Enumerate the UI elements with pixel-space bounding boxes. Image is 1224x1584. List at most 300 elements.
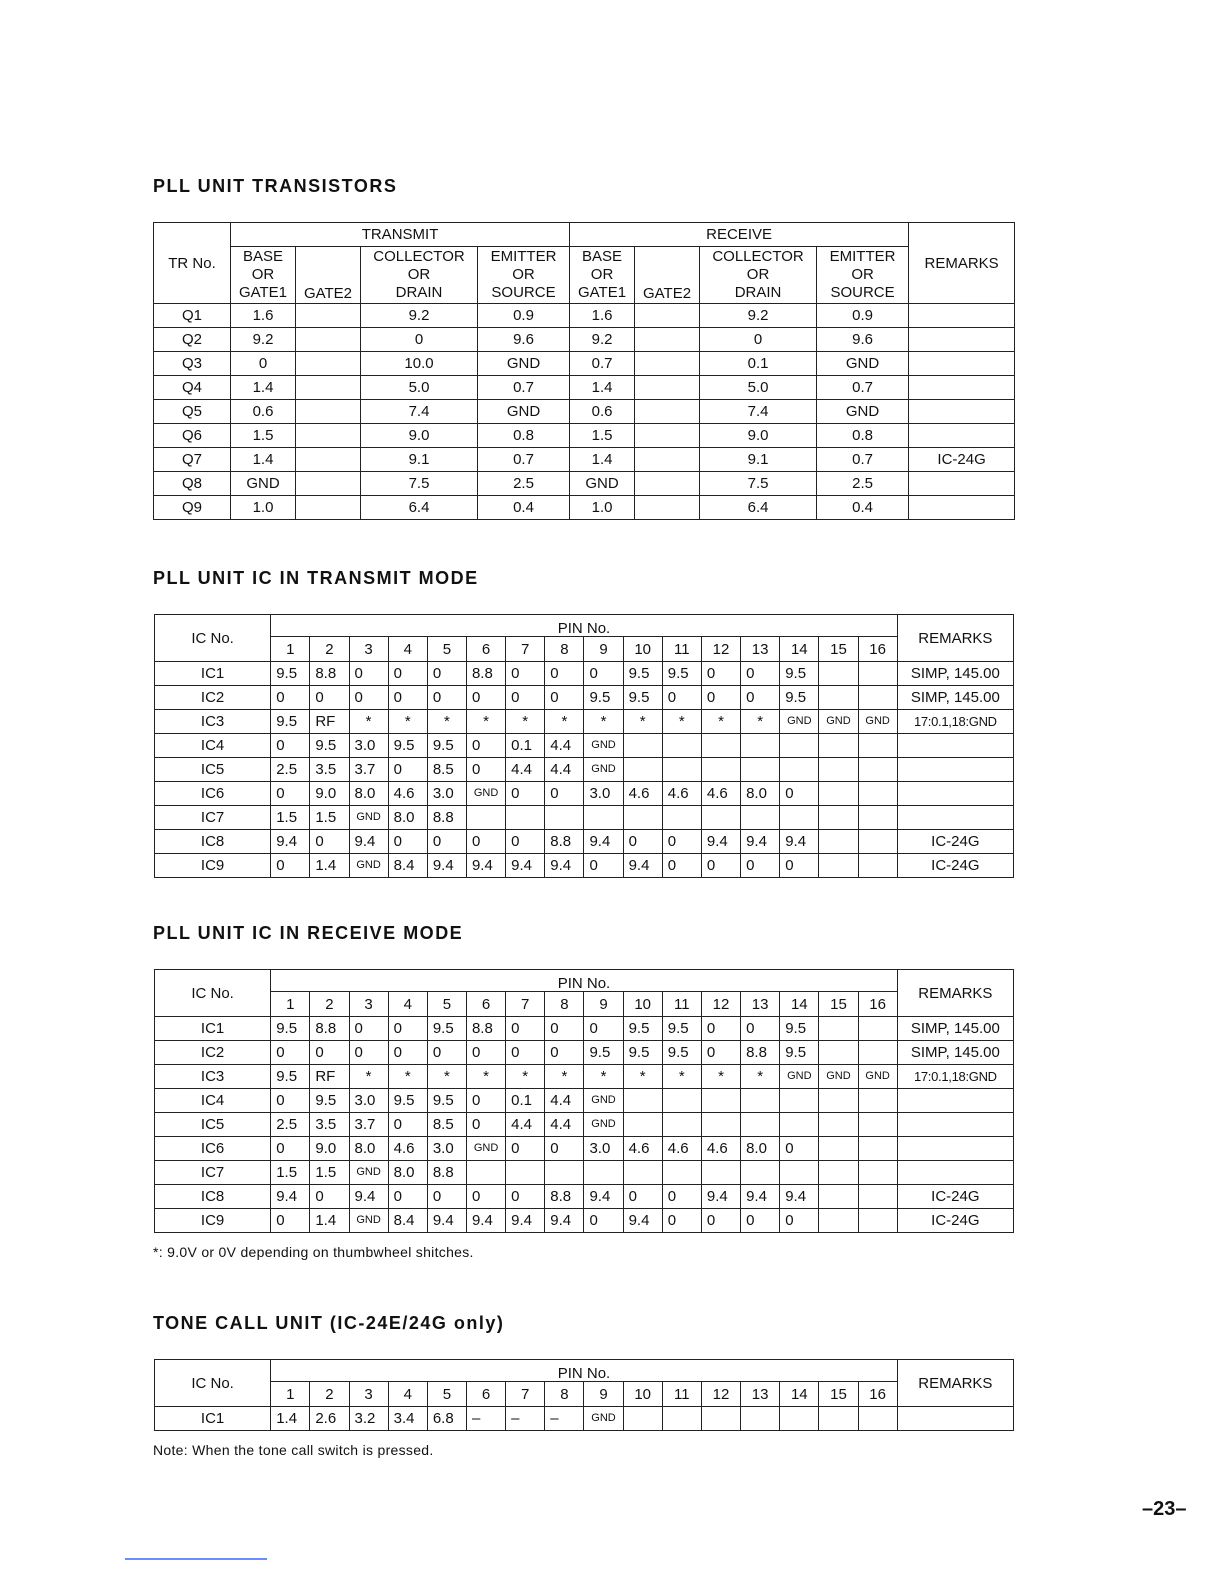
table-cell: [780, 1089, 819, 1113]
tr-no-cell: Q8: [154, 472, 231, 496]
table-cell: GND: [584, 1113, 623, 1137]
table-cell: 1.0: [570, 496, 635, 520]
table-cell: 0: [662, 854, 701, 878]
table-cell: 0: [623, 1185, 662, 1209]
header-tr-no: TR No.: [154, 223, 231, 304]
table-cell: [701, 806, 740, 830]
header-pin-4: 4: [388, 1382, 427, 1407]
table-cell: 9.5: [623, 1041, 662, 1065]
header-col-line: GATE1: [578, 284, 627, 301]
remarks-cell: IC-24G: [897, 1209, 1013, 1233]
header-row-pin-no: [155, 970, 1014, 992]
table-cell: 0: [741, 1209, 780, 1233]
table-cell: GND: [858, 1065, 897, 1089]
table-cell: 9.5: [780, 1017, 819, 1041]
table-cell: [662, 734, 701, 758]
table-cell: 8.8: [466, 1017, 505, 1041]
table-cell: GND: [584, 758, 623, 782]
table-cell: [819, 1041, 858, 1065]
table-cell: 9.0: [310, 1137, 349, 1161]
table-cell: [858, 1089, 897, 1113]
table-cell: 0: [271, 1137, 310, 1161]
table-cell: 4.6: [388, 782, 427, 806]
remarks-cell: IC-24G: [897, 1185, 1013, 1209]
transistor-table: [153, 222, 1015, 520]
header-pin-1: 1: [271, 1382, 310, 1407]
header-col-4: [570, 247, 635, 304]
section-title-transistors: PLL UNIT TRANSISTORS: [153, 176, 398, 196]
table-cell: –: [466, 1407, 505, 1431]
table-cell: 9.5: [662, 1017, 701, 1041]
header-pin-6: 6: [466, 637, 505, 662]
table-cell: 9.5: [584, 686, 623, 710]
ic-no-cell: IC4: [155, 734, 271, 758]
table-cell: 0: [662, 830, 701, 854]
table-cell: 7.4: [361, 400, 478, 424]
ic-no-cell: IC1: [155, 1407, 271, 1431]
table-cell: 1.6: [570, 304, 635, 328]
table-cell: GND: [466, 782, 505, 806]
table-cell: 4.6: [388, 1137, 427, 1161]
table-cell: 0: [466, 686, 505, 710]
table-cell: *: [388, 1065, 427, 1089]
table-cell: [858, 782, 897, 806]
table-cell: 2.5: [271, 758, 310, 782]
table-cell: 8.4: [388, 1209, 427, 1233]
table-row: [154, 352, 1015, 376]
table-cell: 0: [506, 1041, 545, 1065]
header-col-line: BASE: [242, 248, 284, 265]
table-cell: 0: [466, 1113, 505, 1137]
remarks-cell: [897, 1407, 1013, 1431]
tr-no-cell: Q5: [154, 400, 231, 424]
table-cell: 6.8: [427, 1407, 466, 1431]
remarks-cell: 17:0.1,18:GND: [897, 1065, 1013, 1089]
table-cell: 0.7: [570, 352, 635, 376]
table-cell: 0: [701, 1017, 740, 1041]
header-pin-15: 15: [819, 1382, 858, 1407]
header-ic-no: IC No.: [155, 1360, 271, 1407]
table-cell: [741, 1407, 780, 1431]
header-remarks: REMARKS: [897, 970, 1013, 1017]
table-cell: 4.4: [545, 734, 584, 758]
table-cell: [635, 328, 700, 352]
table-cell: GND: [819, 1065, 858, 1089]
table-row: [154, 424, 1015, 448]
ic-no-cell: IC4: [155, 1089, 271, 1113]
table-cell: [623, 1113, 662, 1137]
table-cell: 0: [780, 1137, 819, 1161]
table-cell: 4.6: [701, 1137, 740, 1161]
table-cell: 0: [349, 686, 388, 710]
table-cell: 0: [506, 686, 545, 710]
table-cell: 0: [506, 782, 545, 806]
table-cell: 0: [506, 662, 545, 686]
table-cell: 0: [466, 734, 505, 758]
table-cell: [741, 1089, 780, 1113]
table-cell: 9.4: [584, 830, 623, 854]
table-cell: 0: [545, 1017, 584, 1041]
table-cell: [296, 376, 361, 400]
header-pin-14: 14: [780, 1382, 819, 1407]
table-row: [155, 1185, 1014, 1209]
table-cell: RF: [310, 710, 349, 734]
header-pin-4: 4: [388, 992, 427, 1017]
header-pin-9: 9: [584, 637, 623, 662]
table-cell: 0: [506, 1137, 545, 1161]
table-cell: *: [427, 710, 466, 734]
tr-no-cell: Q2: [154, 328, 231, 352]
table-cell: 8.8: [427, 806, 466, 830]
tr-no-cell: Q9: [154, 496, 231, 520]
table-cell: 8.0: [388, 1161, 427, 1185]
table-cell: 3.2: [349, 1407, 388, 1431]
table-row: [154, 328, 1015, 352]
ic-no-cell: IC2: [155, 1041, 271, 1065]
header-pin-2: 2: [310, 637, 349, 662]
table-cell: 0: [545, 1137, 584, 1161]
table-cell: 0: [506, 830, 545, 854]
table-cell: 9.4: [623, 854, 662, 878]
table-cell: 8.0: [349, 1137, 388, 1161]
table-cell: [858, 1041, 897, 1065]
table-row: [154, 448, 1015, 472]
table-cell: 0: [701, 662, 740, 686]
header-pin-3: 3: [349, 992, 388, 1017]
header-pin-6: 6: [466, 992, 505, 1017]
remarks-cell: [897, 758, 1013, 782]
table-cell: 0: [466, 830, 505, 854]
table-cell: 8.0: [741, 782, 780, 806]
table-cell: 0.9: [817, 304, 909, 328]
table-cell: *: [741, 710, 780, 734]
header-pin-5: 5: [427, 637, 466, 662]
table-cell: 9.5: [780, 686, 819, 710]
table-cell: 9.0: [310, 782, 349, 806]
header-pin-8: 8: [545, 992, 584, 1017]
table-cell: [819, 662, 858, 686]
table-cell: *: [545, 1065, 584, 1089]
table-cell: RF: [310, 1065, 349, 1089]
table-cell: 4.6: [662, 1137, 701, 1161]
table-cell: 9.5: [623, 662, 662, 686]
table-cell: [909, 472, 1015, 496]
table-cell: 4.4: [506, 758, 545, 782]
table-row: [155, 1407, 1014, 1431]
table-cell: [701, 1161, 740, 1185]
table-cell: 0.8: [478, 424, 570, 448]
header-pin-6: 6: [466, 1382, 505, 1407]
table-cell: GND: [584, 734, 623, 758]
table-cell: [858, 1113, 897, 1137]
header-col-line: GATE2: [643, 285, 692, 302]
table-cell: [909, 424, 1015, 448]
table-cell: GND: [817, 400, 909, 424]
section-title-ic-transmit: PLL UNIT IC IN TRANSMIT MODE: [153, 568, 479, 588]
table-row: [155, 1065, 1014, 1089]
table-cell: 9.2: [231, 328, 296, 352]
table-cell: 9.5: [271, 1017, 310, 1041]
header-pin-10: 10: [623, 637, 662, 662]
table-cell: *: [623, 710, 662, 734]
table-cell: [584, 1161, 623, 1185]
table-cell: 4.6: [701, 782, 740, 806]
table-cell: 4.6: [623, 782, 662, 806]
header-col-7: [817, 247, 909, 304]
tone-call-table: [154, 1359, 1014, 1431]
header-pin-12: 12: [701, 1382, 740, 1407]
table-cell: 0: [310, 686, 349, 710]
table-cell: [623, 1089, 662, 1113]
table-cell: 7.5: [361, 472, 478, 496]
table-cell: [819, 1209, 858, 1233]
table-cell: 9.0: [700, 424, 817, 448]
table-cell: 9.4: [506, 854, 545, 878]
table-cell: 0: [427, 830, 466, 854]
divider-line: [125, 1558, 267, 1560]
table-cell: 9.2: [700, 304, 817, 328]
table-cell: 8.5: [427, 758, 466, 782]
table-cell: 0: [741, 686, 780, 710]
header-row-pins: [155, 1382, 1014, 1407]
table-cell: 0: [780, 1209, 819, 1233]
header-pin-9: 9: [584, 1382, 623, 1407]
header-col-line: DRAIN: [734, 284, 782, 301]
table-cell: 5.0: [361, 376, 478, 400]
tone-call-note: Note: When the tone call switch is pressed.: [153, 1442, 434, 1458]
table-cell: 0: [310, 1041, 349, 1065]
table-cell: 8.8: [545, 1185, 584, 1209]
table-cell: [819, 734, 858, 758]
table-cell: 4.4: [545, 1089, 584, 1113]
table-cell: 1.5: [271, 1161, 310, 1185]
table-cell: 0: [584, 854, 623, 878]
header-col-line: GATE1: [238, 284, 288, 301]
header-row-pin-no: [155, 615, 1014, 637]
header-ic-no: IC No.: [155, 615, 271, 662]
table-cell: [662, 1407, 701, 1431]
table-cell: 8.4: [388, 854, 427, 878]
table-cell: 4.4: [545, 1113, 584, 1137]
table-cell: 0: [271, 1089, 310, 1113]
table-cell: 9.5: [388, 1089, 427, 1113]
table-cell: 0.1: [506, 734, 545, 758]
remarks-cell: SIMP, 145.00: [897, 1017, 1013, 1041]
table-cell: 9.5: [623, 686, 662, 710]
table-cell: 0.1: [700, 352, 817, 376]
table-cell: [780, 1161, 819, 1185]
table-cell: [819, 1185, 858, 1209]
table-cell: 3.0: [349, 1089, 388, 1113]
remarks-cell: IC-24G: [897, 854, 1013, 878]
table-cell: 0.6: [231, 400, 296, 424]
ic-no-cell: IC7: [155, 806, 271, 830]
ic-no-cell: IC5: [155, 758, 271, 782]
table-cell: [635, 376, 700, 400]
table-row: [155, 806, 1014, 830]
table-cell: [780, 806, 819, 830]
table-cell: 0: [388, 830, 427, 854]
table-cell: [623, 1407, 662, 1431]
table-cell: [635, 400, 700, 424]
table-cell: 0.8: [817, 424, 909, 448]
header-col-line: COLLECTOR: [373, 248, 465, 265]
table-cell: 0: [271, 1041, 310, 1065]
table-cell: [819, 830, 858, 854]
table-cell: 9.5: [271, 1065, 310, 1089]
table-cell: [296, 496, 361, 520]
table-cell: 0.4: [817, 496, 909, 520]
section-title-tone-call: TONE CALL UNIT (IC-24E/24G only): [153, 1313, 505, 1333]
table-cell: 1.5: [310, 1161, 349, 1185]
table-cell: GND: [584, 1089, 623, 1113]
table-cell: 3.5: [310, 1113, 349, 1137]
header-row-pins: [155, 992, 1014, 1017]
table-cell: 3.0: [584, 782, 623, 806]
header-pin-9: 9: [584, 992, 623, 1017]
header-pin-no: PIN No.: [271, 615, 898, 637]
table-cell: [635, 448, 700, 472]
table-cell: 7.4: [700, 400, 817, 424]
table-cell: 5.0: [700, 376, 817, 400]
page-number: –23–: [1142, 1498, 1187, 1520]
table-cell: [858, 686, 897, 710]
table-cell: 0: [231, 352, 296, 376]
table-cell: GND: [466, 1137, 505, 1161]
table-cell: [635, 496, 700, 520]
table-cell: 9.4: [271, 1185, 310, 1209]
header-col-line: BASE: [582, 248, 623, 265]
remarks-cell: [897, 782, 1013, 806]
table-cell: GND: [231, 472, 296, 496]
table-cell: 9.4: [741, 830, 780, 854]
table-cell: [780, 1113, 819, 1137]
table-cell: 3.5: [310, 758, 349, 782]
table-cell: 0.7: [817, 376, 909, 400]
table-cell: [623, 734, 662, 758]
header-pin-7: 7: [506, 1382, 545, 1407]
header-col-line: GATE2: [303, 285, 353, 302]
table-cell: 0: [466, 1185, 505, 1209]
table-row: [154, 472, 1015, 496]
header-col-line: EMITTER: [829, 248, 896, 265]
ic-no-cell: IC1: [155, 662, 271, 686]
table-cell: 0.7: [478, 376, 570, 400]
table-cell: [741, 806, 780, 830]
table-cell: 9.4: [780, 1185, 819, 1209]
header-pin-2: 2: [310, 1382, 349, 1407]
table-cell: [858, 1209, 897, 1233]
header-remarks: REMARKS: [897, 1360, 1013, 1407]
table-cell: 0: [427, 686, 466, 710]
table-cell: *: [741, 1065, 780, 1089]
table-cell: 9.1: [700, 448, 817, 472]
table-cell: [545, 1161, 584, 1185]
table-cell: 8.8: [427, 1161, 466, 1185]
table-cell: 1.4: [271, 1407, 310, 1431]
table-cell: 1.4: [231, 376, 296, 400]
table-cell: 0: [780, 854, 819, 878]
tr-no-cell: Q7: [154, 448, 231, 472]
table-cell: *: [506, 1065, 545, 1089]
table-cell: 0: [349, 1017, 388, 1041]
remarks-cell: [897, 734, 1013, 758]
ic-no-cell: IC8: [155, 1185, 271, 1209]
table-cell: [701, 1113, 740, 1137]
header-col-line: SOURCE: [491, 284, 556, 301]
table-cell: [296, 448, 361, 472]
table-cell: 9.5: [584, 1041, 623, 1065]
header-pin-7: 7: [506, 637, 545, 662]
table-cell: GND: [478, 352, 570, 376]
table-cell: 1.5: [231, 424, 296, 448]
table-cell: [909, 352, 1015, 376]
ic-no-cell: IC9: [155, 854, 271, 878]
table-cell: [819, 782, 858, 806]
table-cell: 9.4: [701, 1185, 740, 1209]
table-cell: 3.0: [349, 734, 388, 758]
table-cell: 2.5: [271, 1113, 310, 1137]
table-row: [155, 662, 1014, 686]
table-cell: 3.0: [427, 782, 466, 806]
table-cell: 1.6: [231, 304, 296, 328]
table-cell: 0: [349, 1041, 388, 1065]
table-cell: *: [545, 710, 584, 734]
table-cell: 2.6: [310, 1407, 349, 1431]
table-row: [155, 782, 1014, 806]
table-cell: 8.8: [310, 662, 349, 686]
table-cell: 1.4: [570, 376, 635, 400]
header-col-line: OR: [407, 266, 431, 283]
table-cell: 8.8: [310, 1017, 349, 1041]
table-cell: 9.5: [271, 710, 310, 734]
table-cell: [296, 352, 361, 376]
table-cell: GND: [349, 1209, 388, 1233]
table-cell: [701, 758, 740, 782]
table-cell: IC-24G: [909, 448, 1015, 472]
table-cell: [741, 1113, 780, 1137]
ic-no-cell: IC7: [155, 1161, 271, 1185]
table-cell: [819, 758, 858, 782]
table-cell: 0: [310, 1185, 349, 1209]
table-cell: [858, 1017, 897, 1041]
table-cell: 0: [662, 686, 701, 710]
table-cell: 9.4: [466, 854, 505, 878]
header-col-6: [700, 247, 817, 304]
table-cell: GND: [819, 710, 858, 734]
table-row: [155, 758, 1014, 782]
header-pin-16: 16: [858, 992, 897, 1017]
table-row: [155, 686, 1014, 710]
table-row: [155, 1017, 1014, 1041]
table-cell: 0: [271, 1209, 310, 1233]
table-cell: 0: [388, 1041, 427, 1065]
section-title-ic-receive: PLL UNIT IC IN RECEIVE MODE: [153, 923, 464, 943]
header-pin-8: 8: [545, 637, 584, 662]
table-cell: [819, 1089, 858, 1113]
table-cell: [858, 1407, 897, 1431]
table-cell: [909, 496, 1015, 520]
table-cell: 0: [545, 782, 584, 806]
table-cell: 0: [349, 662, 388, 686]
table-cell: 1.0: [231, 496, 296, 520]
table-cell: 9.5: [427, 1017, 466, 1041]
table-cell: 9.4: [780, 830, 819, 854]
table-cell: 1.5: [310, 806, 349, 830]
table-cell: 0: [427, 1041, 466, 1065]
header-receive: RECEIVE: [570, 223, 909, 247]
table-cell: [296, 328, 361, 352]
